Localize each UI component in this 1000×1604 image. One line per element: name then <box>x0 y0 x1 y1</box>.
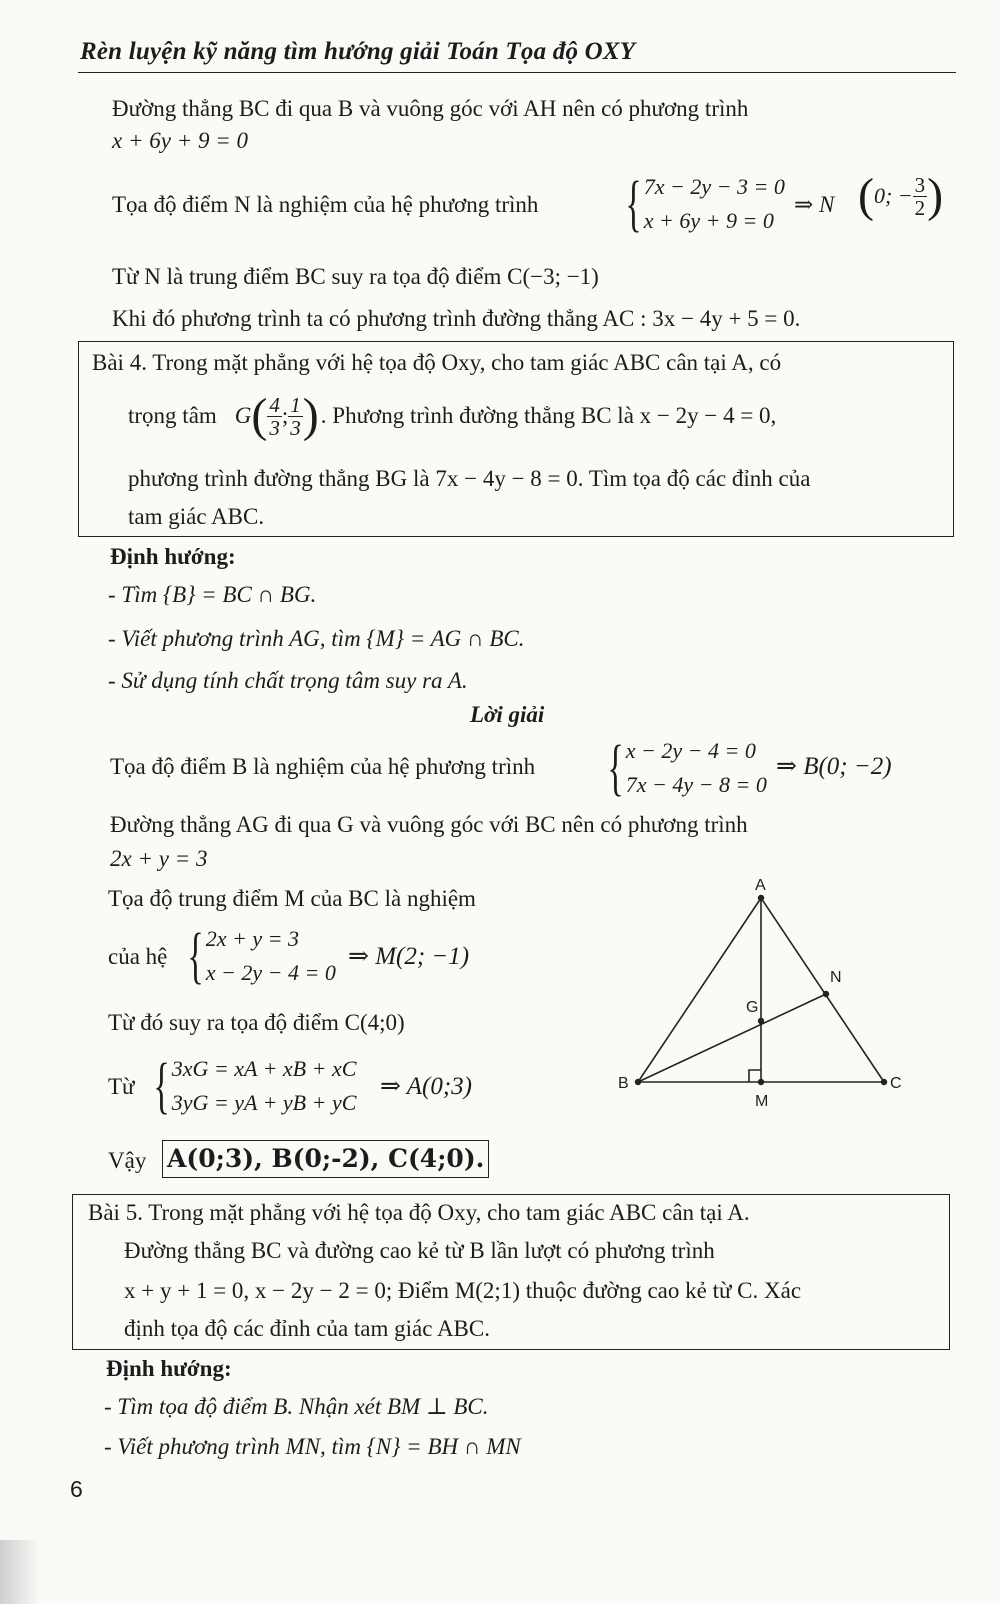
solution-a-result: ⇒ A(0;3) <box>380 1073 472 1100</box>
system-m-eq1: 2x + y = 3 <box>205 926 299 951</box>
header-rule <box>78 72 956 73</box>
page-number: 6 <box>70 1476 83 1502</box>
label-b: B <box>618 1075 629 1092</box>
solution-m-result: ⇒ M(2; −1) <box>348 943 470 970</box>
system-b <box>594 734 767 802</box>
label-c: C <box>890 1075 902 1092</box>
system-n-eq1: 7x − 2y − 3 = 0 <box>643 174 785 199</box>
system-b-eq2: 7x − 4y − 8 = 0 <box>625 772 767 797</box>
n-result-coords: ( 0; − $\frac{3}{2}$ ) <box>858 169 944 222</box>
system-a-eq1: 3xG = xA + xB + xC <box>171 1056 357 1081</box>
edge-ab <box>638 898 761 1082</box>
solution-vay: Vậy <box>108 1148 147 1173</box>
problem-4-line-3: phương trình đường thẳng BG là 7x − 4y − 8 = 0. Tìm tọa độ các đỉnh của <box>128 466 811 491</box>
hint-2-item-2: - Viết phương trình MN, tìm {N} = BH ∩ MN <box>104 1434 521 1459</box>
solution-b-result: ⇒ B(0; −2) <box>776 753 892 780</box>
problem-5-line-3: x + y + 1 = 0, x − 2y − 2 = 0; Điểm M(2;1) thuộc đường cao kẻ từ C. Xác <box>124 1278 802 1303</box>
intro-n-text: Tọa độ điểm N là nghiệm của hệ phương trình <box>112 192 539 217</box>
brace-icon: { <box>625 170 642 238</box>
edge-ac <box>761 898 884 1082</box>
system-n <box>612 170 785 238</box>
solution-answer-box: A(0;3), B(0;-2), C(4;0). <box>162 1140 489 1178</box>
solution-a-pre: Từ <box>108 1074 135 1099</box>
solution-c-line: Từ đó suy ra tọa độ điểm C(4;0) <box>108 1010 405 1035</box>
intro-line-1: Đường thẳng BC đi qua B và vuông góc với AH nên có phương trình <box>112 96 749 121</box>
triangle-figure <box>600 870 920 1130</box>
label-m: M <box>755 1093 769 1110</box>
problem-4-line-4: tam giác ABC. <box>128 504 265 529</box>
solution-b-text: Tọa độ điểm B là nghiệm của hệ phương trình <box>110 754 536 779</box>
solution-heading: Lời giải <box>470 702 545 727</box>
hint-2-heading: Định hướng: <box>106 1356 232 1381</box>
problem-5-line-4: định tọa độ các đỉnh của tam giác ABC. <box>124 1316 490 1341</box>
label-a: A <box>755 877 766 894</box>
point-g <box>758 1018 764 1024</box>
hint-1-heading: Định hướng: <box>110 544 236 569</box>
hint-2-item-1: - Tìm tọa độ điểm B. Nhận xét BM ⊥ BC. <box>104 1394 489 1419</box>
system-a <box>140 1052 356 1120</box>
intro-ac-line: Khi đó phương trình ta có phương trình đường thẳng AC : 3x − 4y + 5 = 0. <box>112 306 801 331</box>
hint-1-item-3: - Sử dụng tính chất trọng tâm suy ra A. <box>108 668 468 693</box>
solution-m-line-1: Tọa độ trung điểm M của BC là nghiệm <box>108 886 476 911</box>
point-c <box>881 1079 887 1085</box>
label-g: G <box>746 999 759 1016</box>
system-a-eq2: 3yG = yA + yB + yC <box>171 1090 357 1115</box>
brace-icon: { <box>187 922 204 990</box>
problem-5-line-1: Bài 5. Trong mặt phẳng với hệ tọa độ Oxy, cho tam giác ABC cân tại A. <box>88 1200 750 1225</box>
label-n: N <box>830 969 842 986</box>
problem-4-line-1: Bài 4. Trong mặt phẳng với hệ tọa độ Oxy, cho tam giác ABC cân tại A, có <box>92 350 782 375</box>
solution-ag-line-2: 2x + y = 3 <box>110 846 208 871</box>
brace-icon: { <box>153 1052 170 1120</box>
solution-m-pre: của hệ <box>108 944 168 969</box>
running-header: Rèn luyện kỹ năng tìm hướng giải Toán Tọa độ OXY <box>80 38 636 65</box>
brace-icon: { <box>607 734 624 802</box>
hint-1-item-1: - Tìm {B} = BC ∩ BG. <box>108 582 317 607</box>
binding-shadow <box>0 1540 40 1604</box>
point-n <box>823 991 829 997</box>
n-result-arrow: ⇒ N <box>794 192 835 217</box>
system-m <box>174 922 336 990</box>
system-n-eq2: x + 6y + 9 = 0 <box>643 208 774 233</box>
point-m <box>758 1079 764 1085</box>
intro-c-line: Từ N là trung điểm BC suy ra tọa độ điểm C(−3; −1) <box>112 264 599 289</box>
system-m-eq2: x − 2y − 4 = 0 <box>205 960 336 985</box>
system-b-eq1: x − 2y − 4 = 0 <box>625 738 756 763</box>
problem-5-line-2: Đường thẳng BC và đường cao kẻ từ B lần lượt có phương trình <box>124 1238 715 1263</box>
problem-4-line-2: trọng tâm G ( $\frac{4}{3}$ ; $\frac{1}{3}$ ) . Phương trình đường thẳng BC là x − 2y − 4 = 0, <box>128 389 777 442</box>
hint-1-item-2: - Viết phương trình AG, tìm {M} = AG ∩ BC. <box>108 626 525 651</box>
intro-line-2: x + 6y + 9 = 0 <box>112 128 248 153</box>
point-b <box>635 1079 641 1085</box>
point-a <box>758 895 764 901</box>
median-bn <box>638 994 826 1082</box>
solution-ag-line-1: Đường thẳng AG đi qua G và vuông góc với BC nên có phương trình <box>110 812 748 837</box>
